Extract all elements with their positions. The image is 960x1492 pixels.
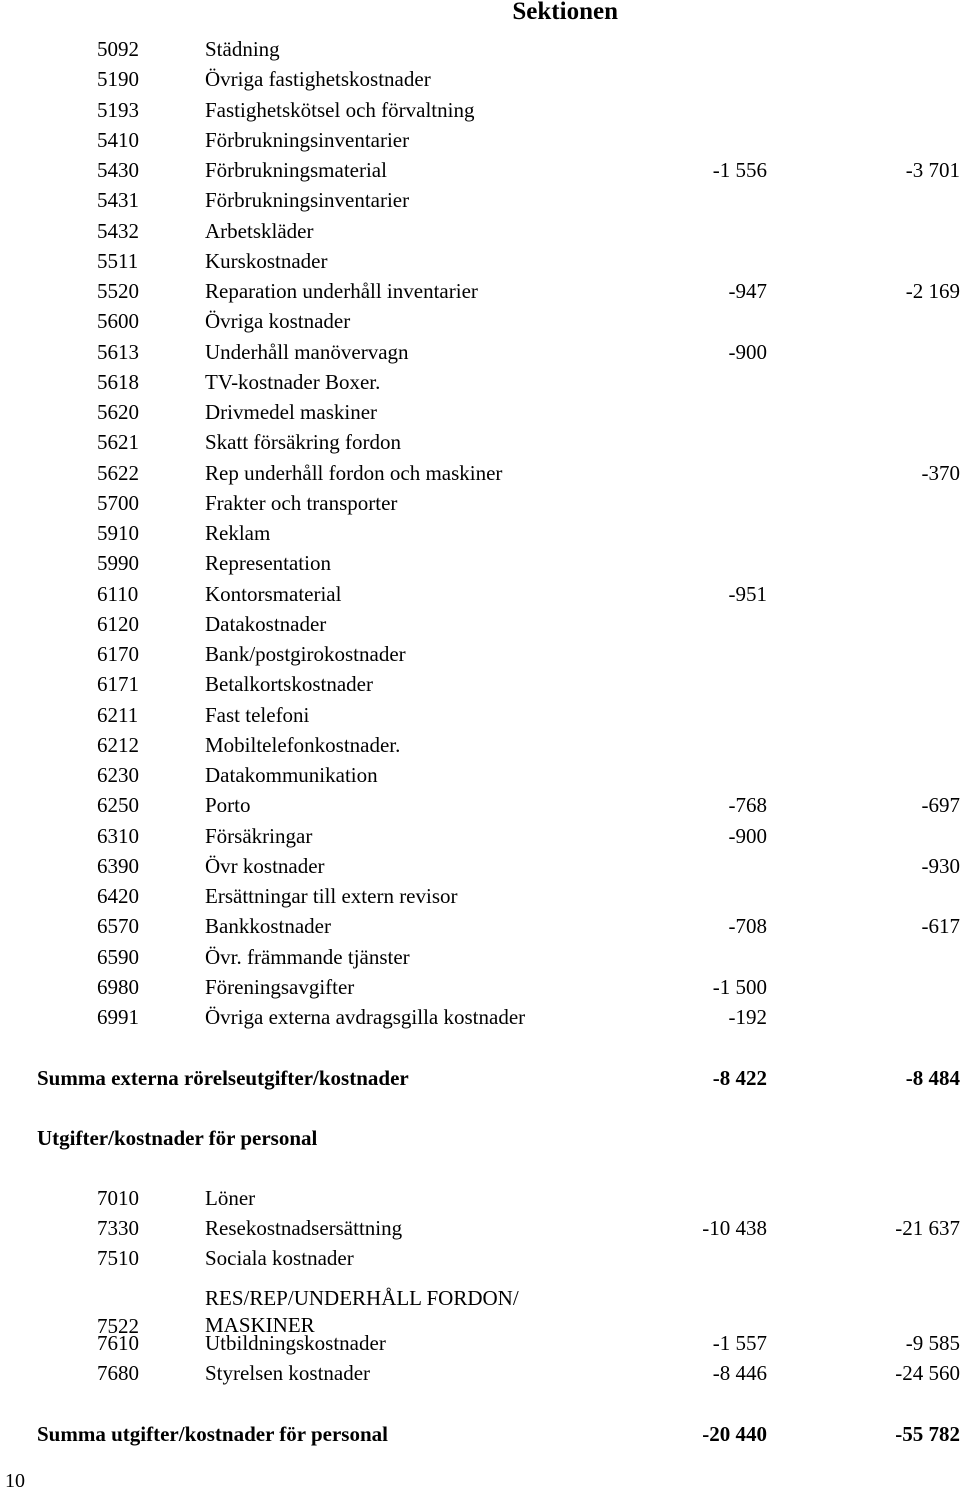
table-row [0, 821, 960, 851]
table-row [0, 700, 960, 730]
table-row [0, 367, 960, 397]
table-row [0, 518, 960, 548]
summary-row-external [0, 1063, 960, 1093]
summary-label: Summa externa rörelseutgifter/kostnader [37, 1066, 409, 1090]
account-code: 5092 [97, 37, 139, 61]
table-row [0, 548, 960, 578]
table-row [0, 730, 960, 760]
table-row [0, 64, 960, 94]
account-name: Datakostnader [205, 611, 327, 636]
table-row [0, 397, 960, 427]
account-name: TV-kostnader Boxer. [205, 369, 381, 394]
account-code: 6170 [97, 642, 139, 666]
account-name: Styrelsen kostnader [205, 1361, 371, 1385]
value-col-1: -10 438 [702, 1216, 767, 1240]
account-name: Bank/postgirokostnader [205, 642, 406, 666]
account-code: 6230 [97, 763, 139, 787]
account-name: Övriga externa avdragsgilla kostnader [205, 1005, 526, 1029]
value-col-2: -930 [921, 853, 960, 878]
account-name: Reklam [205, 521, 271, 545]
account-name-line-1: RES/REP/UNDERHÅLL FORDON/ [205, 1286, 519, 1310]
account-name: Försäkringar [205, 823, 313, 848]
account-name: Förbrukningsmaterial [205, 158, 387, 182]
value-col-2: -2 169 [905, 279, 960, 303]
table-row [0, 579, 960, 609]
account-code: 7610 [97, 1331, 139, 1355]
account-code: 5700 [97, 490, 139, 515]
account-code: 5990 [97, 551, 139, 576]
page-number: 10 [5, 1470, 25, 1492]
account-name: Föreningsavgifter [205, 974, 355, 999]
account-name: Ersättningar till extern revisor [205, 884, 458, 908]
table-row [0, 246, 960, 276]
account-name: Kurskostnader [205, 248, 328, 273]
summary-row-personal [0, 1419, 960, 1449]
value-col-1: -8 446 [712, 1361, 767, 1385]
section-title: Sektionen [512, 0, 618, 25]
account-name: Städning [205, 37, 280, 61]
value-col-1: -900 [728, 339, 767, 364]
value-col-2: -24 560 [895, 1361, 960, 1385]
account-code: 6570 [97, 914, 139, 939]
account-name: Representation [205, 551, 331, 576]
account-name: Arbetskläder [205, 218, 314, 243]
table-row [0, 609, 960, 639]
value-col-1: -951 [728, 581, 767, 606]
account-code: 6420 [97, 884, 139, 908]
account-name: Resekostnadsersättning [205, 1216, 403, 1240]
account-name: Skatt försäkring fordon [205, 430, 401, 455]
summary-value-2: -55 782 [895, 1422, 960, 1446]
account-code: 5620 [97, 400, 139, 424]
account-code: 6110 [97, 581, 139, 606]
table-row [0, 669, 960, 699]
table-row [0, 458, 960, 488]
account-code: 6250 [97, 793, 139, 818]
account-name: Rep underhåll fordon och maskiner [205, 460, 503, 485]
account-code: 5613 [97, 339, 139, 364]
value-col-1: -1 557 [712, 1331, 767, 1355]
value-col-1: -900 [728, 823, 767, 848]
account-code: 6390 [97, 853, 139, 878]
table-row [0, 1183, 960, 1213]
value-col-2: -370 [921, 460, 960, 485]
account-name: Utbildningskostnader [205, 1331, 386, 1355]
account-name: Övr. främmande tjänster [205, 944, 410, 969]
account-code: 6991 [97, 1005, 139, 1029]
account-code: 5910 [97, 521, 139, 545]
table-row [0, 306, 960, 336]
account-name-line-2: MASKINER [205, 1313, 315, 1337]
account-name: Bankkostnader [205, 914, 331, 939]
account-name: Underhåll manövervagn [205, 339, 409, 364]
account-name: Förbrukningsinventarier [205, 127, 410, 152]
table-row [0, 881, 960, 911]
value-col-2: -617 [921, 914, 960, 939]
account-name: Reparation underhåll inventarier [205, 279, 478, 303]
account-code: 5621 [97, 430, 139, 455]
value-col-1: -708 [728, 914, 767, 939]
account-name: Datakommunikation [205, 763, 378, 787]
table-row [0, 185, 960, 215]
value-col-2: -3 701 [905, 158, 960, 182]
value-col-1: -947 [728, 279, 767, 303]
account-name: Förbrukningsinventarier [205, 188, 410, 213]
account-code: 5190 [97, 67, 139, 92]
account-name: Frakter och transporter [205, 490, 398, 515]
account-name: Fast telefoni [205, 702, 310, 727]
table-row [0, 216, 960, 246]
account-code: 5511 [97, 248, 139, 273]
account-code: 6212 [97, 732, 139, 757]
account-code: 6120 [97, 611, 139, 636]
summary-label: Summa utgifter/kostnader för personal [37, 1422, 388, 1446]
table-row [0, 942, 960, 972]
account-name: Drivmedel maskiner [205, 400, 378, 424]
account-code: 6171 [97, 672, 139, 697]
account-code: 5432 [97, 218, 139, 243]
summary-value-2: -8 484 [905, 1066, 960, 1090]
table-row [0, 1243, 960, 1273]
value-col-1: -1 500 [712, 974, 767, 999]
account-code: 5410 [97, 127, 139, 152]
account-code: 7330 [97, 1216, 139, 1240]
account-name: Fastighetskötsel och förvaltning [205, 97, 475, 122]
value-col-1: -192 [728, 1005, 767, 1029]
summary-value-1: -20 440 [702, 1422, 767, 1446]
value-col-2: -21 637 [895, 1216, 960, 1240]
table-row [0, 427, 960, 457]
table-row [0, 276, 960, 306]
account-name: Övriga fastighetskostnader [205, 67, 431, 92]
account-code: 7510 [97, 1246, 139, 1270]
table-row [0, 639, 960, 669]
account-name: Sociala kostnader [205, 1246, 354, 1270]
account-name: Löner [205, 1186, 256, 1210]
account-code: 5600 [97, 309, 139, 334]
table-row [0, 1358, 960, 1388]
table-row [0, 760, 960, 790]
account-name: Mobiltelefonkostnader. [205, 732, 401, 757]
table-row [0, 972, 960, 1002]
table-row [0, 790, 960, 820]
account-name: Övriga kostnader [205, 309, 351, 334]
account-code: 7522 [97, 1314, 139, 1338]
table-row [0, 95, 960, 125]
account-code: 5618 [97, 369, 139, 394]
account-code: 5431 [97, 188, 139, 213]
account-code: 6211 [97, 702, 139, 727]
account-name: Porto [205, 793, 251, 818]
table-row [0, 488, 960, 518]
table-row [0, 1328, 960, 1358]
table-row [0, 1213, 960, 1243]
account-code: 5520 [97, 279, 139, 303]
account-name: Kontorsmaterial [205, 581, 342, 606]
personal-heading: Utgifter/kostnader för personal [37, 1126, 318, 1150]
table-row [0, 911, 960, 941]
account-code: 6980 [97, 974, 139, 999]
account-code: 6310 [97, 823, 139, 848]
table-row [0, 34, 960, 64]
value-col-1: -768 [728, 793, 767, 818]
value-col-1: -1 556 [712, 158, 767, 182]
value-col-2: -697 [921, 793, 960, 818]
summary-value-1: -8 422 [712, 1066, 767, 1090]
account-code: 7680 [97, 1361, 139, 1385]
table-row [0, 1286, 960, 1338]
account-code: 5193 [97, 97, 139, 122]
account-code: 6590 [97, 944, 139, 969]
table-row [0, 155, 960, 185]
account-code: 5430 [97, 158, 139, 182]
table-row [0, 851, 960, 881]
personal-heading-row [0, 1123, 960, 1153]
account-code: 7010 [97, 1186, 139, 1210]
account-name: Betalkortskostnader [205, 672, 373, 697]
table-row [0, 125, 960, 155]
account-code: 5622 [97, 460, 139, 485]
table-row [0, 1002, 960, 1032]
value-col-2: -9 585 [905, 1331, 960, 1355]
account-name: Övr kostnader [205, 853, 325, 878]
table-row [0, 337, 960, 367]
